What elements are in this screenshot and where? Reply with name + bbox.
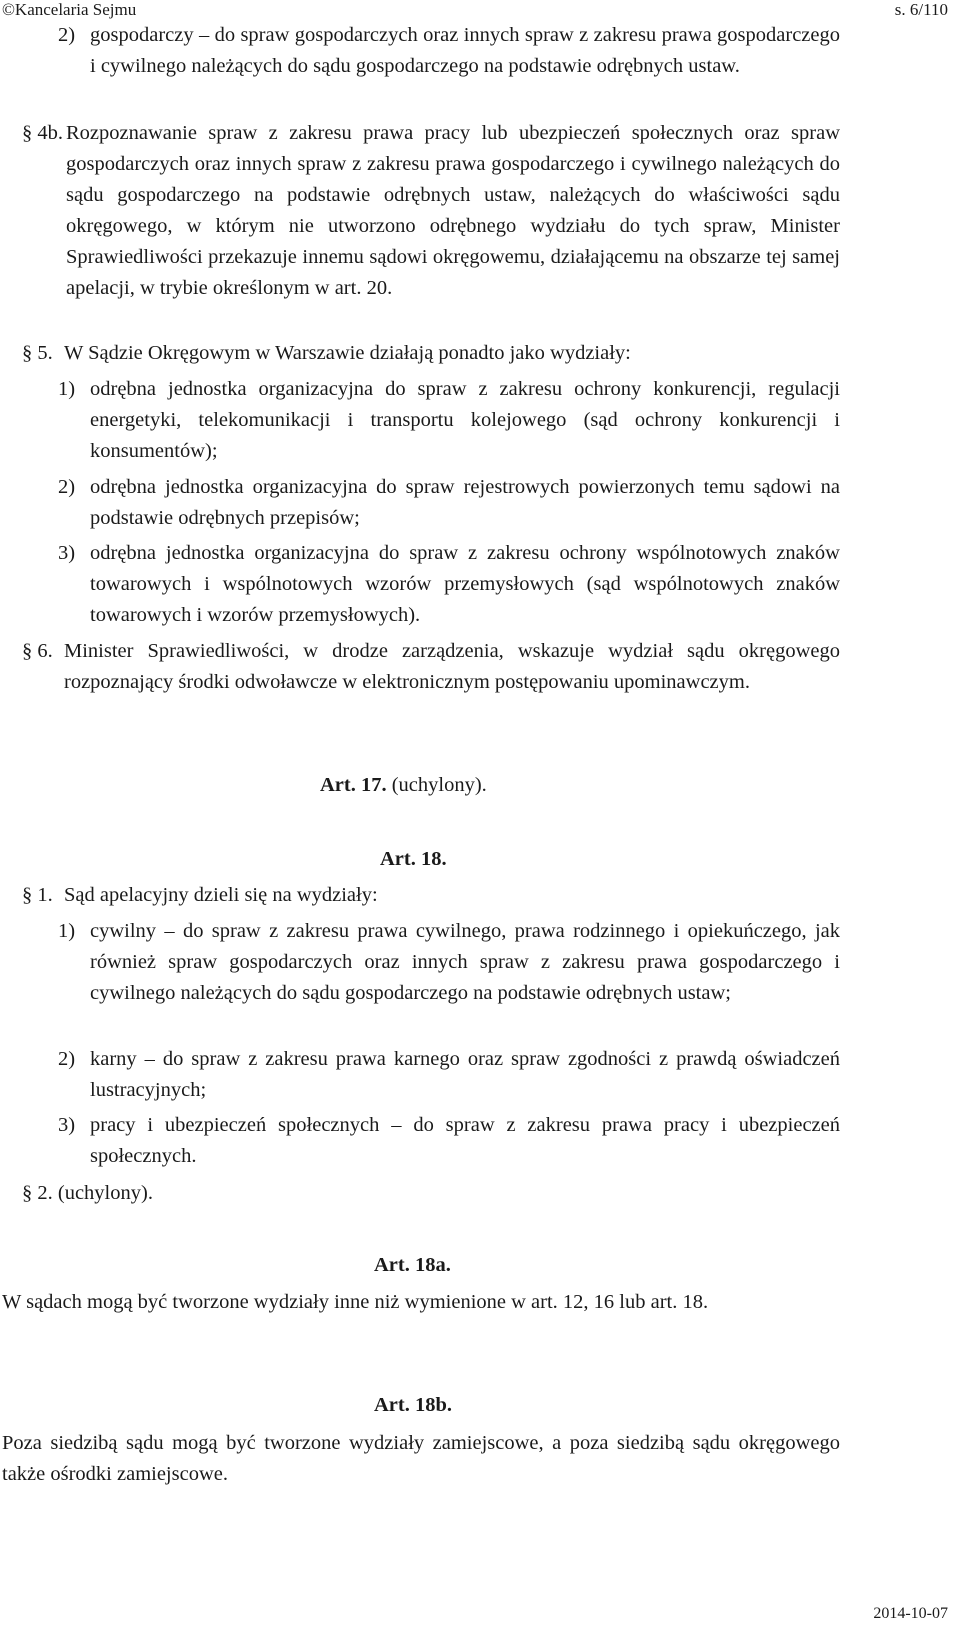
item-text: pracy i ubezpieczeń społecznych – do spraw z zakresu prawa pracy i ubezpieczeń społecznych. bbox=[90, 1114, 840, 1167]
list-item-5-1 bbox=[58, 374, 840, 467]
list-item-18-1 bbox=[58, 916, 840, 1009]
item-number: 1) bbox=[58, 920, 76, 942]
paragraph-number: § 5. bbox=[22, 342, 53, 364]
header-source: ©Kancelaria Sejmu bbox=[2, 0, 137, 19]
item-number: 2) bbox=[58, 24, 76, 46]
article-17-heading bbox=[320, 770, 487, 801]
item-text: odrębna jednostka organizacyjna do spraw z zakresu ochrony wspólnotowych znaków towarowych i wspólnotowych wzorów przemysłowych (sąd wspólnotowych znaków towarowych i wzorów przemysłowych). bbox=[90, 542, 840, 626]
item-number: 1) bbox=[58, 378, 76, 400]
article-18b-heading: Art. 18b. bbox=[374, 1394, 453, 1416]
paragraph-text: Rozpoznawanie spraw z zakresu prawa pracy lub ubezpieczeń społecznych oraz spraw gospodarczych oraz innych spraw z zakresu prawa gospodarczego i cywilnego należących do sądu gospodarczego na podstawie odrębnych ustaw, należących do właściwości sądu okręgowego, w którym nie utworzono odrębnego wydziału do tych spraw, Minister Sprawiedliwości przekazuje innemu sądowi okręgowemu, działającemu na obszarze tej samej apelacji, w trybie określonym w art. 20. bbox=[66, 122, 840, 299]
item-text: gospodarczy – do spraw gospodarczych oraz innych spraw z zakresu prawa gospodarczego i cywilnego należących do sądu gospodarczego na podstawie odrębnych ustaw. bbox=[90, 24, 840, 77]
paragraph-number: § 4b. bbox=[22, 122, 63, 144]
item-text: cywilny – do spraw z zakresu prawa cywilnego, prawa rodzinnego i opiekuńczego, jak również spraw gospodarczych oraz innych spraw z zakresu prawa gospodarczego i cywilnego należących do sądu gospodarczego na podstawie odrębnych ustaw; bbox=[90, 920, 840, 1004]
paragraph-6 bbox=[22, 636, 840, 698]
paragraph-text: Sąd apelacyjny dzieli się na wydziały: bbox=[64, 884, 378, 906]
item-number: 2) bbox=[58, 476, 76, 498]
paragraph-4b bbox=[22, 118, 840, 304]
article-title: Art. 17. bbox=[320, 774, 387, 796]
header-page-number: s. 6/110 bbox=[894, 0, 948, 19]
item-text: karny – do spraw z zakresu prawa karnego oraz spraw zgodności z prawdą oświadczeń lustracyjnych; bbox=[90, 1048, 840, 1101]
paragraph-5 bbox=[22, 338, 840, 369]
paragraph-text: W Sądzie Okręgowym w Warszawie działają ponadto jako wydziały: bbox=[64, 342, 631, 364]
article-18a-text: W sądach mogą być tworzone wydziały inne niż wymienione w art. 12, 16 lub art. 18. bbox=[2, 1291, 709, 1313]
article-18-paragraph-2: § 2. (uchylony). bbox=[22, 1182, 153, 1204]
item-number: 2) bbox=[58, 1048, 76, 1070]
item-number: 3) bbox=[58, 542, 76, 564]
article-18-heading: Art. 18. bbox=[380, 848, 447, 870]
article-18-paragraph-1 bbox=[22, 880, 840, 911]
article-note: (uchylony). bbox=[391, 774, 487, 796]
footer-date: 2014-10-07 bbox=[873, 1605, 948, 1622]
list-item-18-3 bbox=[58, 1110, 840, 1172]
paragraph-text: Minister Sprawiedliwości, w drodze zarządzenia, wskazuje wydział sądu okręgowego rozpoznający środki odwoławcze w elektronicznym postępowaniu upominawczym. bbox=[64, 640, 840, 693]
item-text: odrębna jednostka organizacyjna do spraw rejestrowych powierzonych temu sądowi na podstawie odrębnych przepisów; bbox=[90, 476, 840, 529]
article-18b-text: Poza siedzibą sądu mogą być tworzone wydziały zamiejscowe, a poza siedzibą sądu okręgowego także ośrodki zamiejscowe. bbox=[2, 1432, 840, 1485]
list-item-5-2 bbox=[58, 472, 840, 534]
paragraph-number: § 1. bbox=[22, 884, 53, 906]
item-number: 3) bbox=[58, 1114, 76, 1136]
list-item-gospodarczy bbox=[58, 20, 840, 82]
article-18a-heading: Art. 18a. bbox=[374, 1254, 451, 1276]
list-item-18-2 bbox=[58, 1044, 840, 1106]
paragraph-number: § 6. bbox=[22, 640, 53, 662]
list-item-5-3 bbox=[58, 538, 840, 631]
item-text: odrębna jednostka organizacyjna do spraw z zakresu ochrony konkurencji, regulacji energetyki, telekomunikacji i transportu kolejowego (sąd ochrony konkurencji i konsumentów); bbox=[90, 378, 840, 462]
